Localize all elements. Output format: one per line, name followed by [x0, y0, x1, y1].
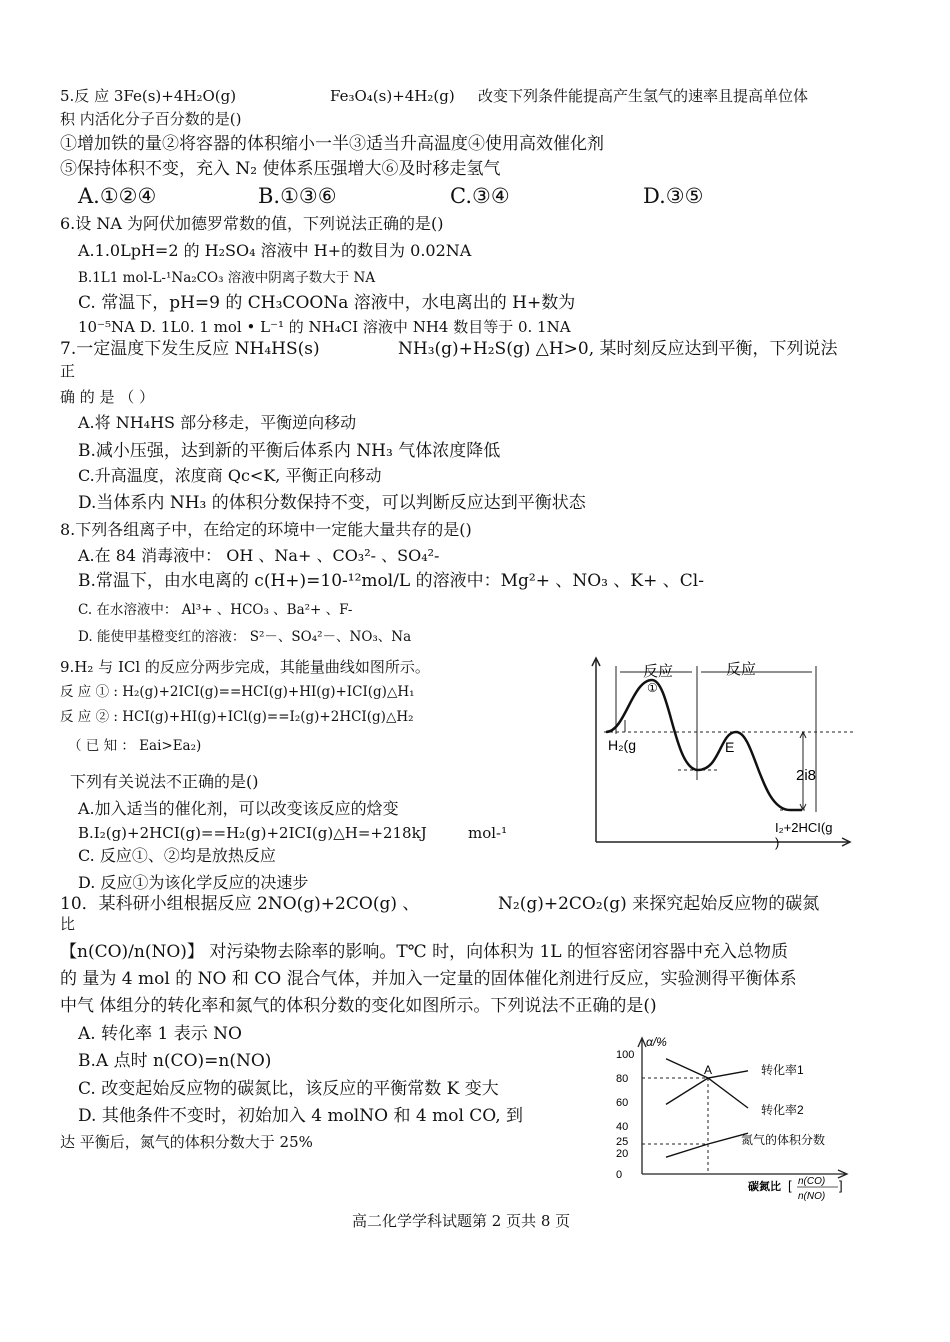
chart-x-ratio-num: n(CO) — [798, 1176, 826, 1187]
q5-line3: ①增加铁的量②将容器的体积缩小一半③适当升高温度④使用高效催化剂 — [60, 134, 604, 154]
q10-stem-a: 10．某科研小组根据反应 2NO(g)+2CO(g) 、 — [60, 894, 420, 914]
label-h2: H₂(g — [608, 737, 636, 753]
label-reaction-1-circle: ① — [647, 681, 658, 695]
q7-option-a: A.将 NH₄HS 部分移走，平衡逆向移动 — [78, 413, 357, 432]
q9-option-c: C. 反应①、②均是放热反应 — [78, 846, 276, 865]
q5-line4: ⑤保持体积不变，充入 N₂ 使体系压强增大⑥及时移走氢气 — [60, 159, 501, 179]
q9-option-b-unit: mol-¹ — [468, 824, 508, 842]
q9-option-d: D. 反应①为该化学反应的决速步 — [78, 873, 309, 892]
q7-stem-b: NH₃(g)+H₂S(g) △H>0, 某时刻反应达到平衡，下列说法 — [398, 339, 838, 359]
q6-option-a: A.1.0LpH=2 的 H₂SO₄ 溶液中 H+的数目为 0.02NA — [78, 241, 472, 260]
q10-stem-b: N₂(g)+2CO₂(g) 来探究起始反应物的碳氮 — [498, 894, 820, 914]
label-reaction-1: 反应 — [643, 663, 674, 680]
q10-stem-e: 的 量为 4 mol 的 NO 和 CO 混合气体，并加入一定量的固体催化剂进行反应，实验测得平衡体系 — [60, 969, 797, 989]
q8-option-a: A.在 84 消毒液中： OH 、Na+ 、CO₃²- 、SO₄²- — [78, 546, 440, 565]
chart-y-label: α/% — [646, 1035, 667, 1049]
chart-x-label: 碳氮比 — [748, 1181, 781, 1193]
q5-line2: 积 内活化分子百分数的是() — [60, 110, 242, 128]
q10-option-d-cont: 达 平衡后，氮气的体积分数大于 25% — [60, 1133, 313, 1151]
y-tick-60: 60 — [616, 1097, 629, 1109]
label-dh: 2i8 — [796, 767, 817, 784]
series-n2-fraction — [666, 1133, 748, 1157]
q10-option-b: B.A 点时 n(CO)=n(NO) — [78, 1051, 272, 1071]
q9-stem: 9.H₂ 与 ICl 的反应分两步完成，其能量曲线如图所示。 — [60, 658, 430, 676]
q7-option-d: D.当体系内 NH₃ 的体积分数保持不变，可以判断反应达到平衡状态 — [78, 493, 586, 513]
q6-option-c-d: 10⁻⁵NA D. 1L0. 1 mol • L⁻¹ 的 NH₄CI 溶液中 NH4 数目等于 0. 1NA — [78, 318, 571, 336]
label-reaction-2: 反应 — [726, 661, 757, 678]
label-products-paren: ) — [775, 835, 780, 850]
chart-x-bracket-left: [ — [788, 1178, 792, 1193]
q8-option-b: B.常温下，由水电离的 c(H+)=10-¹²mol/L 的溶液中：Mg²+ 、NO₃ 、K+ 、Cl- — [78, 571, 704, 591]
q9-option-b: B.I₂(g)+2HCI(g)==H₂(g)+2ICI(g)△H=+218kJ — [78, 824, 427, 842]
q6-option-c: C. 常温下，pH=9 的 CH₃COONa 溶液中，水电离出的 H+数为 — [78, 293, 576, 313]
q9-ask: 下列有关说法不正确的是() — [70, 772, 259, 791]
y-tick-80: 80 — [616, 1073, 629, 1085]
q9-known: （ 已 知 ： Eai>Ea₂) — [68, 738, 202, 754]
q5-option-d: D.③⑤ — [643, 184, 704, 208]
q10-option-c: C. 改变起始反应物的碳氮比，该反应的平衡常数 K 变大 — [78, 1079, 499, 1099]
q9-reaction-1: 反 应 ① : H₂(g)+2ICI(g)==HCI(g)+HI(g)+ICI(g)△H₁ — [60, 684, 415, 700]
q10-stem-d: 【n(CO)/n(NO)】 对污染物去除率的影响。T℃ 时，向体积为 1L 的恒容密闭容器中充入总物质 — [60, 942, 788, 962]
q7-stem-a: 7.一定温度下发生反应 NH₄HS(s) — [60, 339, 320, 359]
chart-x-ratio-den: n(NO) — [798, 1191, 826, 1202]
q5-line1c: 改变下列条件能提高产生氢气的速率且提高单位体 — [478, 87, 809, 105]
q9-reaction-2: 反 应 ② : HCI(g)+HI(g)+ICl(g)==I₂(g)+2HCI(g)△H₂ — [60, 709, 414, 725]
q7-option-c: C.升高温度，浓度商 Qc<K, 平衡正向移动 — [78, 466, 382, 485]
q9-option-a: A.加入适当的催化剂，可以改变该反应的焓变 — [78, 799, 399, 818]
legend-conversion-2: 转化率2 — [761, 1103, 804, 1117]
q5-option-c: C.③④ — [450, 184, 510, 208]
y-tick-25: 25 — [616, 1136, 629, 1148]
y-tick-40: 40 — [616, 1121, 629, 1133]
q10-stem-c: 比 — [60, 915, 76, 933]
page-footer: 高二化学学科试题第 2 页共 8 页 — [352, 1212, 571, 1230]
energy-diagram — [570, 652, 855, 867]
conversion-chart — [596, 1032, 856, 1204]
q5-line1b: Fe₃O₄(s)+4H₂(g) — [330, 87, 455, 105]
legend-n2-fraction: 氮气的体积分数 — [741, 1133, 826, 1147]
legend-conversion-1: 转化率1 — [761, 1063, 804, 1077]
y-tick-20: 20 — [616, 1148, 629, 1160]
chart-y-ticks — [616, 1049, 634, 1181]
chart-x-bracket-right: ] — [839, 1178, 843, 1193]
q10-option-d: D. 其他条件不变时，初始加入 4 molNO 和 4 mol CO, 到 — [78, 1106, 524, 1126]
q5-option-a: A.①②④ — [78, 184, 157, 208]
q5-option-b: B.①③⑥ — [258, 184, 337, 208]
q5-line1a: 5.反 应 3Fe(s)+4H₂O(g) — [60, 87, 237, 105]
q8-option-d: D. 能使甲基橙变红的溶液： S²－、SO₄²－、NO₃、Na — [78, 629, 412, 645]
q7-stem-d: 确 的 是 （ ） — [60, 388, 155, 406]
q6-stem: 6.设 NA 为阿伏加德罗常数的值，下列说法正确的是() — [60, 214, 444, 233]
q7-option-b: B.减小压强，达到新的平衡后体系内 NH₃ 气体浓度降低 — [78, 441, 501, 461]
y-tick-0: 0 — [616, 1169, 623, 1181]
q8-option-c: C. 在水溶液中： Al³+ 、HCO₃ 、Ba²+ 、F- — [78, 602, 353, 618]
q10-option-a: A. 转化率 1 表示 NO — [78, 1024, 242, 1044]
q7-stem-c: 正 — [60, 362, 76, 380]
point-a-label: A — [704, 1063, 713, 1077]
y-tick-100: 100 — [616, 1049, 635, 1061]
q8-stem: 8.下列各组离子中，在给定的环境中一定能大量共存的是() — [60, 520, 472, 539]
q6-option-b: B.1L1 mol-L-¹Na₂CO₃ 溶液中阴离子数大于 NA — [78, 270, 376, 286]
label-products: I₂+2HCI(g — [775, 820, 833, 835]
label-e: E — [725, 739, 735, 755]
q10-stem-f: 中气 体组分的转化率和氮气的体积分数的变化如图所示。下列说法不正确的是() — [60, 996, 657, 1016]
